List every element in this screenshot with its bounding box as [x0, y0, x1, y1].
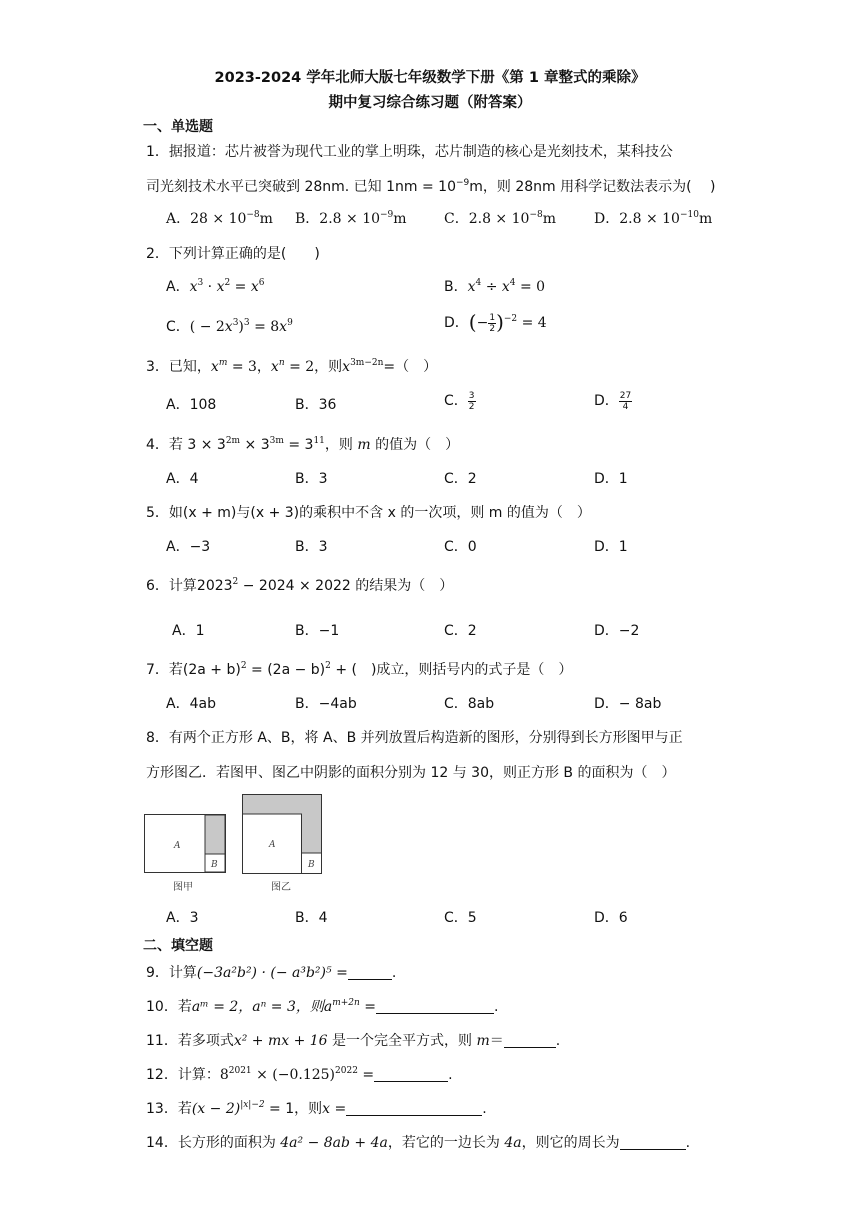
question-2-stem: 2．下列计算正确的是( ) — [146, 246, 320, 262]
q11-answer-blank[interactable] — [504, 1033, 556, 1048]
q7-option-c[interactable]: C．8ab — [444, 696, 495, 712]
question-1-line2: 司光刻技术水平已突破到 28nm. 已知 $1nm = 10^{-9}m$，则 28nm 用科学记数法表示为( ) — [146, 178, 716, 195]
figure-yi-label-b: B — [308, 860, 315, 870]
question-5-stem: 5．如(x + m)与(x + 3)的乘积中不含 x 的一次项，则 m 的值为（ ） — [146, 505, 591, 521]
q3-option-b[interactable]: B．36 — [295, 397, 337, 413]
q3-option-c[interactable]: C． $\frac{3}{2}$ — [444, 390, 475, 412]
q3-option-d[interactable]: D． $\frac{27}{4}$ — [594, 390, 632, 412]
question-3-stem: 3．已知，$x^m = 3$，$x^n = 2$，则$x^{3m-2n}=$（ ） — [146, 358, 438, 375]
question-7-stem: 7．若$(2a + b)^2 = (2a - b)^2$ + ( )成立，则括号内的式子是（ ） — [146, 661, 573, 678]
question-1-line1: 1．据报道：芯片被誉为现代工业的掌上明珠，芯片制造的核心是光刻技术，某科技公 — [146, 144, 673, 160]
q2-option-d[interactable]: D．(− $\frac{1}{2}$ )$^{-2}$ = 4 — [444, 310, 547, 334]
q4-option-c[interactable]: C．2 — [444, 471, 477, 487]
figure-jia-label-b: B — [211, 860, 218, 870]
question-12: 12．计算：$8^{2021} \times (-0.125)^{2022}$ = . — [146, 1066, 453, 1083]
question-10: 10．若aᵐ = 2，aⁿ = 3，则$a^{m+2n}$ = . — [146, 998, 499, 1015]
question-13: 13．若$(x - 2)^{|x|-2} = 1$，则x = . — [146, 1100, 487, 1117]
q1-option-d[interactable]: D．$2.8 \times 10^{-10}m$ — [594, 210, 713, 227]
q5-option-c[interactable]: C．0 — [444, 539, 477, 555]
q13-answer-blank[interactable] — [346, 1101, 482, 1116]
question-14: 14．长方形的面积为 4a² − 8ab + 4a，若它的一边长为 4a，则它的周长为 . — [146, 1135, 691, 1151]
question-11: 11．若多项式x² + mx + 16 是一个完全平方式，则 m＝ . — [146, 1033, 561, 1049]
question-4-stem: 4．若 $3 \times 3^{2m} \times 3^{3m} = 3^{11}$，则 m 的值为（ ） — [146, 436, 460, 453]
q3-option-a[interactable]: A．108 — [166, 397, 217, 413]
figure-yi-caption: 图乙 — [271, 882, 291, 893]
q5-option-d[interactable]: D．1 — [594, 539, 628, 555]
q6-option-b[interactable]: B．−1 — [295, 623, 340, 639]
q4-option-a[interactable]: A．4 — [166, 471, 199, 487]
q6-option-c[interactable]: C．2 — [444, 623, 477, 639]
q12-answer-blank[interactable] — [374, 1067, 448, 1082]
q2-option-b[interactable]: B．$x^4 \div x^4 = 0$ — [444, 278, 546, 295]
section-heading-fill-in: 二、填空题 — [143, 938, 213, 954]
q6-option-a[interactable]: A．1 — [172, 623, 205, 639]
question-8-line2: 方形图乙．若图甲、图乙中阴影的面积分别为 12 与 30，则正方形 B 的面积为（ ） — [146, 765, 676, 781]
q8-option-b[interactable]: B．4 — [295, 910, 328, 926]
q4-option-b[interactable]: B．3 — [295, 471, 328, 487]
q8-option-d[interactable]: D．6 — [594, 910, 628, 926]
figure-yi-label-a: A — [269, 840, 276, 850]
figure-jia-caption: 图甲 — [173, 882, 193, 893]
q8-option-a[interactable]: A．3 — [166, 910, 199, 926]
section-heading-single-choice: 一、单选题 — [143, 119, 213, 135]
question-9: 9．计算(−3a²b²) · (− a³b²)⁵ = . — [146, 965, 397, 981]
figure-jia-shaded-region — [205, 815, 225, 854]
figure-jia-label-a: A — [174, 841, 181, 851]
q5-option-a[interactable]: A．−3 — [166, 539, 211, 555]
q4-option-d[interactable]: D．1 — [594, 471, 628, 487]
q8-option-c[interactable]: C．5 — [444, 910, 477, 926]
q14-answer-blank[interactable] — [620, 1135, 686, 1150]
q5-option-b[interactable]: B．3 — [295, 539, 328, 555]
q2-option-c[interactable]: C．( − $2x^3)^3 = 8x^9$ — [166, 318, 293, 335]
question-8-line1: 8．有两个正方形 A、B，将 A、B 并列放置后构造新的图形，分别得到长方形图甲与正 — [146, 730, 683, 746]
q1-option-a[interactable]: A．$28 \times 10^{-8}m$ — [166, 210, 273, 227]
q2-option-a[interactable]: A．$x^3 \cdot x^2 = x^6$ — [166, 278, 265, 295]
figure-yi — [242, 794, 324, 874]
q7-option-a[interactable]: A．4ab — [166, 696, 216, 712]
q7-option-d[interactable]: D．− 8ab — [594, 696, 662, 712]
q9-answer-blank[interactable] — [348, 965, 392, 980]
q7-option-b[interactable]: B．−4ab — [295, 696, 357, 712]
page-title-line2: 期中复习综合练习题（附答案） — [328, 95, 532, 111]
figure-jia — [144, 812, 228, 874]
q6-option-d[interactable]: D．−2 — [594, 623, 640, 639]
q1-option-c[interactable]: C．$2.8 \times 10^{-8}m$ — [444, 210, 556, 227]
page-title-line1: 2023-2024 学年北师大版七年级数学下册《第 1 章整式的乘除》 — [214, 70, 646, 86]
q1-option-b[interactable]: B．$2.8 \times 10^{-9}m$ — [295, 210, 407, 227]
q10-answer-blank[interactable] — [376, 999, 494, 1014]
question-6-stem: 6．计算$2023^2 - 2024 \times 2022$ 的结果为（ ） — [146, 577, 454, 594]
